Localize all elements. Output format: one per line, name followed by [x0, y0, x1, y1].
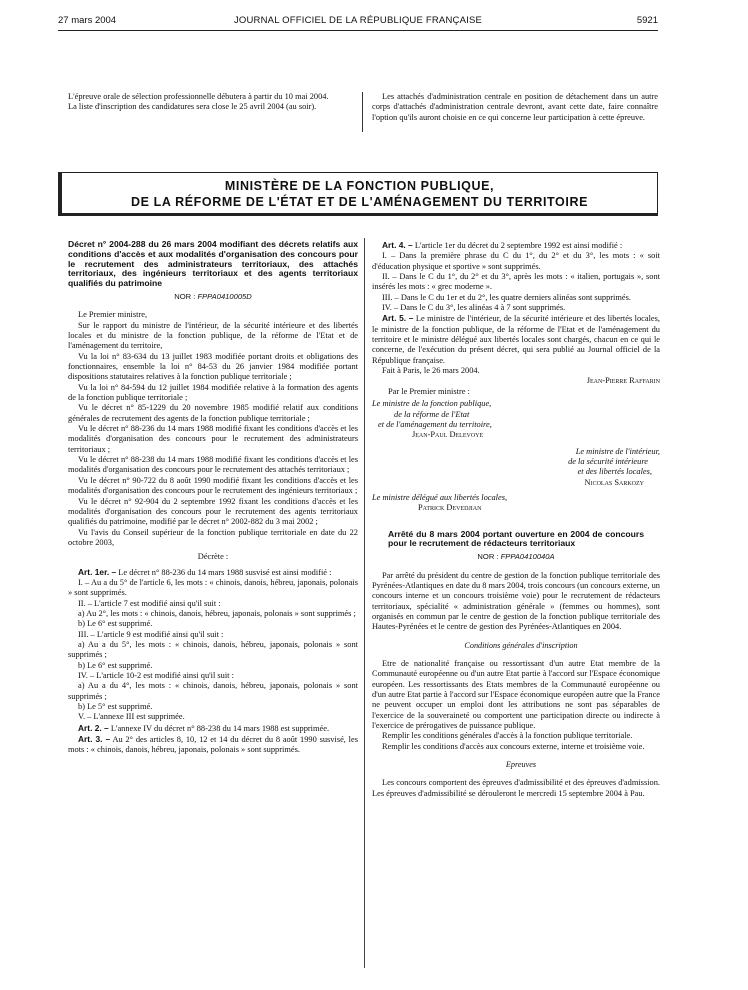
recital: Vu la loi n° 83-634 du 13 juillet 1983 modifiée portant droits et obligations des fonctionnaires, ensemble la loi n° 84-53 du 26 janvier 1984 modifiée portant dispositions statutaires relatives à la fonction publique territoriale ;	[68, 351, 358, 382]
signatory-pm: Jean-Pierre Raffarin	[586, 376, 660, 386]
recital: Vu l'avis du Conseil supérieur de la fonction publique territoriale en date du 22 octobre 2003,	[68, 527, 358, 547]
right-column	[372, 240, 660, 799]
decrete: Décrète :	[197, 552, 229, 562]
nor-label: NOR :	[477, 552, 499, 562]
nor-code: FPPA0410005D	[197, 291, 252, 301]
header-rule	[58, 30, 658, 31]
article-3	[68, 734, 358, 756]
article-item: a) Au a du 4°, les mots : « chinois, danois, hébreu, japonais, polonais » sont supprimés ;	[68, 681, 358, 701]
article-item: I. – Au a du 5° de l'article 6, les mots : « chinois, danois, hébreu, japonais, polonais » sont supprimés.	[68, 577, 358, 598]
article-label: Art. 2. –	[78, 722, 109, 733]
decree-title: Décret n° 2004-288 du 26 mars 2004 modifiant des décrets relatifs aux conditions d'accès et aux modalités d'organisation des concours pour le recrutement des administrateurs territoriaux, des attachés territoriaux, des ingénieurs territoriaux et des agents territoriaux qualifiés du patrimoine	[68, 239, 358, 289]
article-item: I. – Dans la première phrase du C du 1°, du 2° et du 3°, les mots : « soit d'éducation physique et sportive » sont supprimés.	[372, 251, 660, 271]
nor-code: FPPA0410040A	[500, 552, 555, 562]
recital: Vu le décret n° 88-238 du 14 mars 1988 modifié fixant les conditions d'accès et les modalités d'organisation des concours pour le recrutement des attachés territoriaux ;	[68, 455, 358, 475]
article-item: b) Le 6° est supprimé.	[78, 660, 153, 670]
article-item: V. – L'annexe III est supprimée.	[78, 712, 185, 722]
paragraph: Les concours comportent des épreuves d'admissibilité et des épreuves d'admission. Les épreuves d'admissibilité se dérouleront le mercredi 15 septembre 2004 à Pau.	[372, 778, 660, 798]
section-heading: Conditions générales d'inscription	[464, 640, 578, 650]
paragraph: Les attachés d'administration centrale en position de détachement dans un autre corps d'attachés d'administration centrale devront, avant cette date, faire connaître l'option qu'ils auront choisie en ce qui concerne leur participation à cette épreuve.	[372, 92, 658, 122]
minister-line: Le ministre de la fonction publique,	[372, 399, 492, 409]
article-4	[372, 240, 660, 251]
minister-int-block	[372, 447, 660, 488]
recital: Vu le décret n° 85-1229 du 20 novembre 1985 modifié relatif aux conditions générales de recrutement des agents de la fonction publique territoriale ;	[68, 403, 358, 423]
arrete-title: Arrêté du 8 mars 2004 portant ouverture en 2004 de concours pour le recrutement de rédacteurs territoriaux	[388, 528, 644, 549]
article-label: Art. 3. –	[78, 734, 111, 745]
done-at: Fait à Paris, le 26 mars 2004.	[382, 366, 480, 376]
paragraph: Remplir les conditions générales d'accès à la fonction publique territoriale.	[382, 731, 633, 741]
article-text: L'article 1er du décret du 2 septembre 1992 est ainsi modifié :	[414, 241, 623, 250]
article-item: IV. – Dans le C du 3°, les alinéas 4 à 7 sont supprimés.	[382, 303, 566, 313]
article-label: Art. 4. –	[382, 240, 413, 250]
minister-del-block	[372, 493, 660, 514]
banner-line-2: DE LA RÉFORME DE L'ÉTAT ET DE L'AMÉNAGEMENT DU TERRITOIRE	[130, 195, 589, 209]
minister-line: et des libertés locales,	[577, 467, 652, 477]
article-5	[372, 313, 660, 366]
paragraph: Etre de nationalité française ou ressortissant d'un autre Etat membre de la Communauté européenne ou d'un autre Etat partie à l'accord sur l'Espace économique européen. Les ressortissants des Etats membres de la Communauté européenne ou d'un autre Etat partie à l'accord sur l'Espace économique européen autre que la France ne peuvent occuper un emploi dont les attributions ne sont pas séparables de l'exercice de la souveraineté ou comportent une participation directe ou indirecte à l'exercice de prérogatives de puissance publique.	[372, 658, 660, 730]
minister-name: Nicolas Sarkozy	[584, 477, 644, 487]
article-label: Art. 5. –	[382, 313, 414, 324]
recital: Vu le décret n° 90-722 du 8 août 1990 modifié fixant les conditions d'accès et les modalités d'organisation des concours pour le recrutement des ingénieurs territoriaux ;	[68, 475, 358, 496]
intro: Le Premier ministre,	[78, 310, 148, 320]
article-item: II. – L'article 7 est modifié ainsi qu'il suit :	[78, 598, 221, 608]
header-date: 27 mars 2004	[58, 15, 117, 26]
article-text: Au 2° des articles 8, 10, 12 et 14 du décret du 8 août 1990 susvisé, les mots : « chinois, danois, hébreu, japonais, polonais » sont supprimés.	[68, 735, 358, 755]
article-item: a) Au a du 5°, les mots : « chinois, danois, hébreu, japonais, polonais » sont supprimés ;	[68, 639, 358, 660]
nor-reference	[68, 292, 358, 302]
journal-title: JOURNAL OFFICIEL DE LA RÉPUBLIQUE FRANÇAISE	[233, 15, 483, 26]
recital: Vu la loi n° 84-594 du 12 juillet 1984 modifiée relative à la formation des agents de la fonction publique territoriale ;	[68, 382, 358, 403]
paragraph: Remplir les conditions d'accès aux concours externe, interne et troisième voie.	[382, 741, 645, 751]
article-item: III. – L'article 9 est modifié ainsi qu'il suit :	[78, 629, 224, 639]
paragraph: Par arrêté du président du centre de gestion de la fonction publique territoriale des Pyrénées-Atlantiques en date du 8 mars 2004, trois concours (un concours externe, un concours interne et un concours troisième voie) pour le recrutement de rédacteurs territoriaux, spécialité « administration générale » (femmes ou hommes), sont organisés en commun par le centre de gestion de la fonction publique territoriale des Hautes-Pyrénées et le centre de gestion des Pyrénées-Atlantiques en 2004.	[372, 570, 660, 632]
article-item: b) Le 6° est supprimé.	[78, 619, 153, 629]
article-item: IV. – L'article 10-2 est modifié ainsi qu'il suit :	[78, 671, 234, 681]
section-heading: Epreuves	[505, 760, 537, 770]
banner-line-1: MINISTÈRE DE LA FONCTION PUBLIQUE,	[224, 179, 495, 193]
minister-line: de la sécurité intérieure	[568, 456, 648, 466]
article-text: Le ministre de l'intérieur, de la sécurité intérieure et des libertés locales, le ministre de la fonction publique, de la réforme de l'Etat et de l'aménagement du territoire et le ministre délégué aux libertés locales sont chargés, chacun en ce qui le concerne, de l'exécution du présent décret, qui sera publié au Journal officiel de la République française.	[372, 314, 660, 365]
column-divider	[362, 92, 363, 132]
article-text: Le décret n° 88-236 du 14 mars 1988 susvisé est ainsi modifié :	[118, 567, 332, 577]
article-item: b) Le 5° est supprimé.	[78, 702, 153, 712]
top-right-column	[372, 92, 658, 123]
article-2	[68, 723, 358, 734]
page-header	[58, 12, 658, 28]
recital: Vu le décret n° 92-904 du 2 septembre 1992 fixant les conditions d'accès et les modalités d'organisation des concours pour le recrutement des agents territoriaux qualifiés du patrimoine, modifié par le décret n° 2002-882 du 3 mai 2002 ;	[68, 496, 358, 527]
minister-line: de la réforme de l'Etat	[394, 409, 470, 419]
minister-line: Le ministre délégué aux libertés locales,	[372, 492, 508, 502]
article-item: II. – Dans le C du 1°, du 2° et du 3°, après les mots : « italien, portugais », sont insérés les mots : « grec moderne ».	[372, 272, 660, 292]
minister-name: Jean-Paul Delevoye	[412, 430, 484, 440]
minister-line: Le ministre de l'intérieur,	[575, 446, 660, 456]
article-text: L'annexe IV du décret n° 88-238 du 14 mars 1988 est supprimée.	[110, 723, 330, 733]
article-item: a) Au 2°, les mots : « chinois, danois, hébreu, japonais, polonais » sont supprimés ;	[78, 608, 356, 618]
ministry-banner	[58, 172, 658, 216]
minister-name: Patrick Devedjian	[418, 503, 482, 513]
minister-line: et de l'aménagement du territoire,	[378, 419, 492, 429]
article-item: III. – Dans le C du 1er et du 2°, les quatre derniers alinéas sont supprimés.	[382, 292, 631, 302]
column-divider	[364, 238, 365, 968]
decree-column	[68, 240, 358, 756]
paragraph: L'épreuve orale de sélection professionnelle débutera à partir du 10 mai 2004.	[68, 92, 329, 101]
recital: Sur le rapport du ministre de l'intérieur, de la sécurité intérieure et des libertés locales et du ministre de la fonction publique, de la réforme de l'Etat et de l'aménagement du territoire,	[68, 320, 358, 351]
page-number: 5921	[636, 15, 658, 26]
by-pm: Par le Premier ministre :	[388, 386, 470, 396]
nor-label: NOR :	[174, 291, 196, 301]
recital: Vu le décret n° 88-236 du 14 mars 1988 modifié fixant les conditions d'accès et les modalités d'organisation des concours pour le recrutement des administrateurs territoriaux ;	[68, 424, 358, 454]
article-1	[68, 567, 358, 578]
minister-fp-block	[372, 399, 660, 440]
article-label: Art. 1er. –	[78, 566, 117, 577]
nor-reference	[372, 552, 660, 562]
top-left-column	[58, 92, 350, 113]
paragraph: La liste d'inscription des candidatures sera close le 25 avril 2004 (au soir).	[68, 102, 317, 112]
